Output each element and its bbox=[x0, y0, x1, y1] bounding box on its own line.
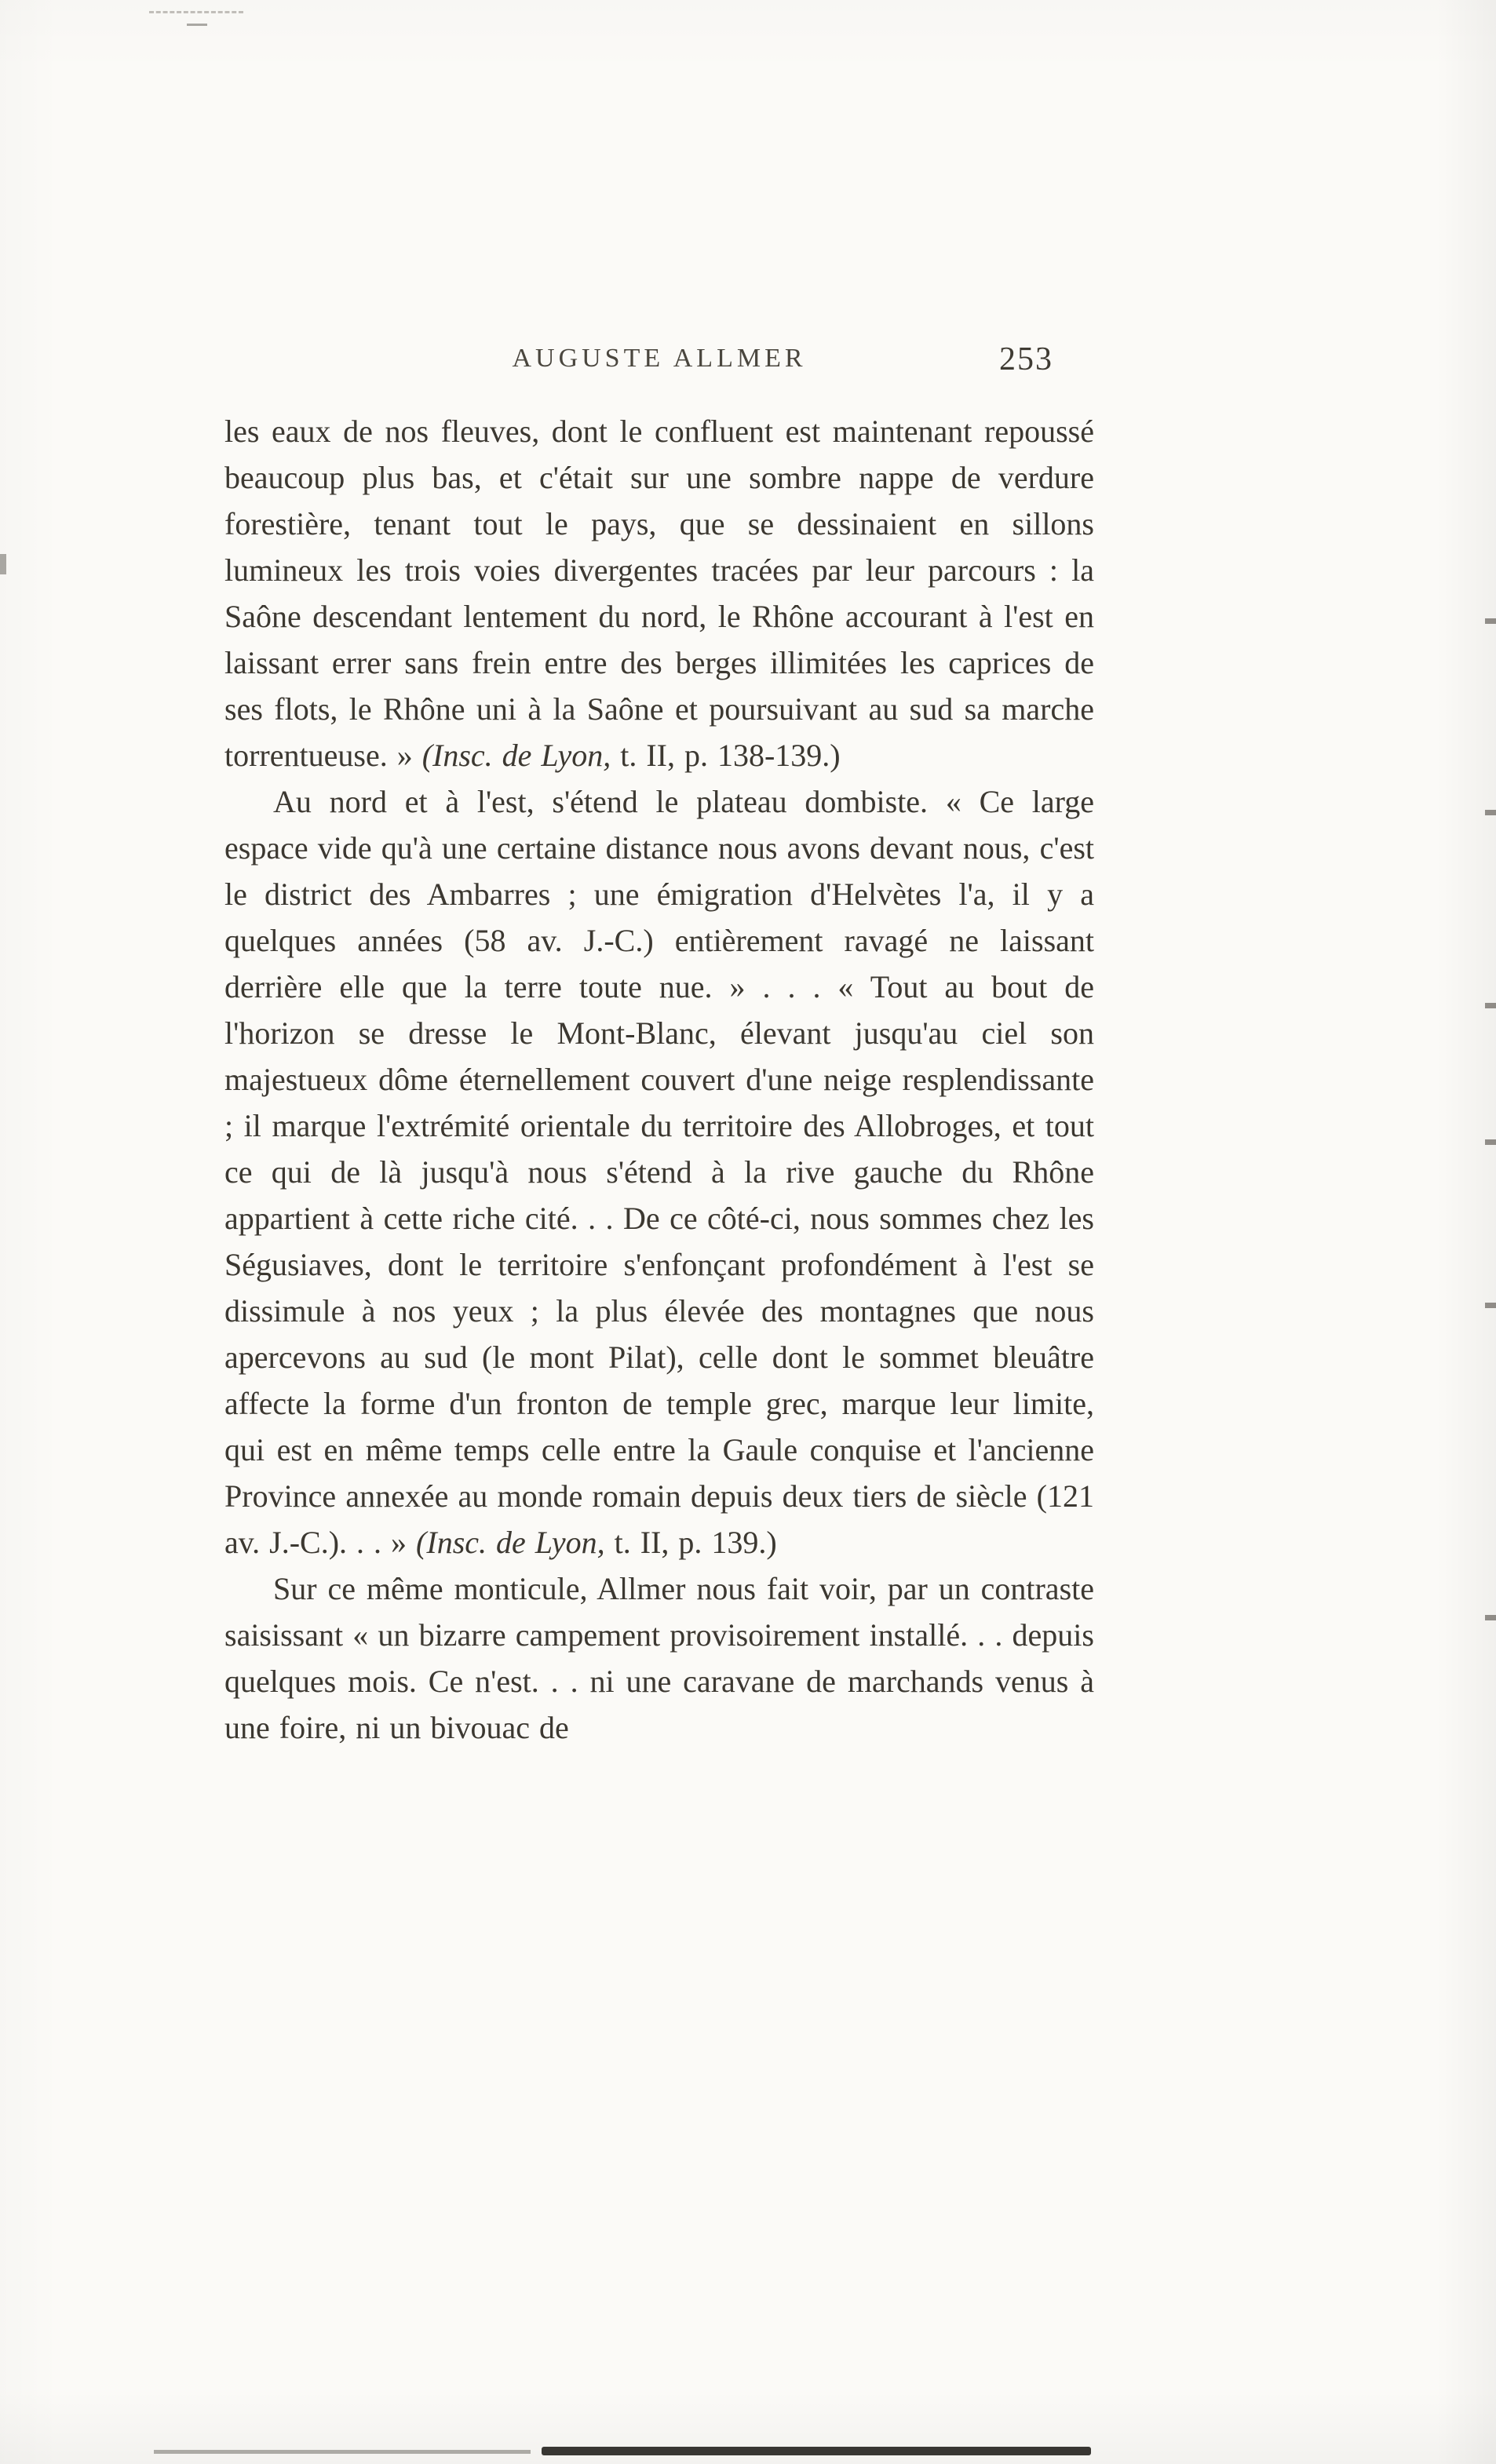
page-number: 253 bbox=[999, 341, 1053, 377]
paragraph-2-citation-ref: t. II, p. 139.) bbox=[604, 1525, 777, 1560]
scan-artifact-left-mark bbox=[0, 554, 6, 574]
scan-artifact-bottom-line bbox=[542, 2447, 1091, 2455]
running-header-title: AUGUSTE ALLMER bbox=[512, 344, 807, 373]
scan-artifact-top-mark bbox=[187, 24, 207, 26]
scan-artifact-edge-tick bbox=[1485, 1003, 1496, 1008]
paragraph-1-citation-ref: t. II, p. 138-139.) bbox=[611, 738, 841, 773]
scan-artifact-edge-tick bbox=[1485, 810, 1496, 815]
paragraph-3-text: Sur ce même monticule, Allmer nous fait voir, par un contraste saisissant « un bizarre campement provisoirement installé. . . depuis quelques mois. Ce n'est. . . ni une caravane de marchands venus à une foire, ni un bivouac de bbox=[224, 1571, 1094, 1745]
paragraph-1 bbox=[224, 408, 1094, 778]
running-header bbox=[224, 341, 1094, 381]
paragraph-3 bbox=[224, 1566, 1094, 1751]
scan-artifact-edge-tick bbox=[1485, 618, 1496, 624]
scan-artifact-edge-tick bbox=[1485, 1303, 1496, 1308]
scan-artifact-edge-tick bbox=[1485, 1139, 1496, 1145]
paragraph-2-text: Au nord et à l'est, s'étend le plateau dombiste. « Ce large espace vide qu'à une certaine distance nous avons devant nous, c'est le district des Ambarres ; une émigration d'Helvètes l'a, il y a quelques années (58 av. J.-C.) entièrement ravagé ne laissant derrière elle que la terre toute nue. » . . . « Tout au bout de l'horizon se dresse le Mont-Blanc, élevant jusqu'au ciel son majestueux dôme éternellement couvert d'une neige resplendissante ; il marque l'extrémité orientale du territoire des Allobroges, et tout ce qui de là jusqu'à nous s'étend à la rive gauche du Rhône appartient à cette riche cité. . . De ce côté-ci, nous sommes chez les Ségusiaves, dont le territoire s'enfonçant profondément à l'est se dissimule à nos yeux ; la plus élevée des montagnes que nous apercevons au sud (le mont Pilat), celle dont le sommet bleuâtre affecte la forme d'un fronton de temple grec, marque leur limite, qui est en même temps celle entre la Gaule conquise et l'ancienne Province annexée au monde romain depuis deux tiers de siècle (121 av. J.-C.). . . » bbox=[224, 784, 1094, 1560]
paragraph-2 bbox=[224, 778, 1094, 1566]
text-block bbox=[224, 408, 1094, 1751]
paragraph-2-citation-title: (Insc. de Lyon, bbox=[416, 1525, 605, 1560]
scan-artifact-top-dashes bbox=[149, 11, 243, 13]
scan-artifact-edge-tick bbox=[1485, 1615, 1496, 1620]
paragraph-1-citation-title: (Insc. de Lyon, bbox=[421, 738, 611, 773]
paragraph-1-text: les eaux de nos fleuves, dont le confluent est maintenant repoussé beaucoup plus bas, et c'était sur une sombre nappe de verdure forestière, tenant tout le pays, que se dessinaient en sillons lumineux les trois voies divergentes tracées par leur parcours : la Saône descendant lentement du nord, le Rhône accourant à l'est en laissant errer sans frein entre des berges illimitées les caprices de ses flots, le Rhône uni à la Saône et poursuivant au sud sa marche torrentueuse. » bbox=[224, 414, 1094, 773]
scan-artifact-bottom-line bbox=[154, 2450, 531, 2454]
